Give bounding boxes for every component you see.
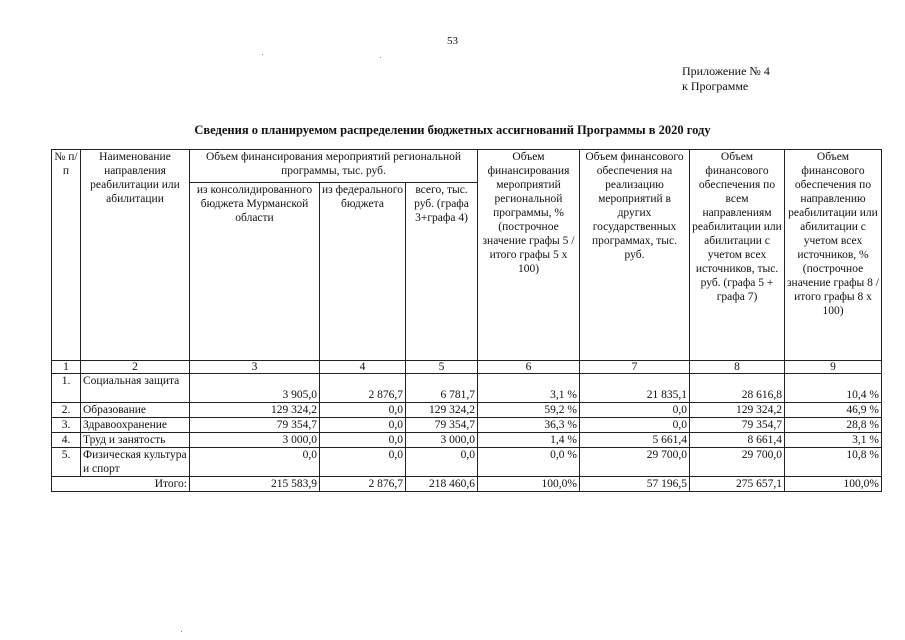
column-number: 9 — [785, 361, 882, 374]
row-value-c8: 8 661,4 — [690, 433, 785, 448]
row-number: 1. — [52, 374, 81, 403]
total-row — [52, 477, 882, 492]
row-value-c3: 0,0 — [190, 448, 320, 477]
row-value-c5: 3 000,0 — [406, 433, 478, 448]
document-title: Сведения о планируемом распределении бюджетных ассигнований Программы в 2020 году — [194, 123, 711, 137]
total-value-c6: 100,0% — [478, 477, 580, 492]
column-number: 6 — [478, 361, 580, 374]
table-row — [52, 403, 882, 418]
row-value-c3: 3 000,0 — [190, 433, 320, 448]
appendix-note — [682, 64, 770, 94]
row-value-c4: 0,0 — [320, 403, 406, 418]
column-number: 5 — [406, 361, 478, 374]
column-number-row — [52, 361, 882, 374]
row-number: 2. — [52, 403, 81, 418]
row-value-c5: 0,0 — [406, 448, 478, 477]
header-num: № п/п — [52, 150, 81, 361]
header-group: Объем финансирования мероприятий региональной программы, тыс. руб. — [190, 150, 478, 183]
row-number: 5. — [52, 448, 81, 477]
row-value-c7: 0,0 — [580, 418, 690, 433]
total-value-c7: 57 196,5 — [580, 477, 690, 492]
budget-table — [51, 149, 882, 492]
column-number: 2 — [81, 361, 190, 374]
row-value-c4: 2 876,7 — [320, 374, 406, 403]
row-name: Труд и занятость — [81, 433, 190, 448]
row-number: 4. — [52, 433, 81, 448]
row-name: Образование — [81, 403, 190, 418]
header-name: Наименование направления реабилитации или абилитации — [81, 150, 190, 361]
row-value-c5: 129 324,2 — [406, 403, 478, 418]
column-number: 1 — [52, 361, 81, 374]
scan-speck — [181, 631, 182, 632]
row-value-c6: 0,0 % — [478, 448, 580, 477]
row-value-c6: 59,2 % — [478, 403, 580, 418]
header-col6: Объем финансирования мероприятий региональной программы, % (построчное значение графы 5 / итого графы 5 x 100) — [478, 150, 580, 361]
header-col5: всего, тыс. руб. (графа 3+графа 4) — [406, 183, 478, 361]
row-value-c7: 5 661,4 — [580, 433, 690, 448]
row-value-c9: 28,8 % — [785, 418, 882, 433]
table-row — [52, 433, 882, 448]
header-col9: Объем финансового обеспечения по направлению реабилитации или абилитации с учетом всех источников, % (построчное значение графы 8 / итого графы 8 x 100) — [785, 150, 882, 361]
row-value-c4: 0,0 — [320, 418, 406, 433]
row-value-c9: 10,4 % — [785, 374, 882, 403]
appendix-line-2: к Программе — [682, 79, 749, 93]
row-value-c5: 6 781,7 — [406, 374, 478, 403]
row-value-c4: 0,0 — [320, 448, 406, 477]
table-row — [52, 418, 882, 433]
total-value-c9: 100,0% — [785, 477, 882, 492]
header-col4: из федерального бюджета — [320, 183, 406, 361]
row-value-c3: 3 905,0 — [190, 374, 320, 403]
row-value-c8: 79 354,7 — [690, 418, 785, 433]
total-value-c4: 2 876,7 — [320, 477, 406, 492]
scan-speck — [262, 54, 263, 55]
column-number: 8 — [690, 361, 785, 374]
header-col8: Объем финансового обеспечения по всем направлениям реабилитации или абилитации с учетом всех источников, тыс. руб. (графа 5 + графа 7) — [690, 150, 785, 361]
total-label: Итого: — [52, 477, 190, 492]
table-row — [52, 374, 882, 403]
header-col3: из консолидированного бюджета Мурманской области — [190, 183, 320, 361]
page-number: 53 — [447, 35, 458, 47]
column-number: 4 — [320, 361, 406, 374]
row-value-c6: 36,3 % — [478, 418, 580, 433]
row-value-c9: 46,9 % — [785, 403, 882, 418]
scan-speck — [380, 57, 381, 58]
row-value-c7: 21 835,1 — [580, 374, 690, 403]
row-number: 3. — [52, 418, 81, 433]
row-value-c4: 0,0 — [320, 433, 406, 448]
row-value-c8: 28 616,8 — [690, 374, 785, 403]
row-value-c3: 129 324,2 — [190, 403, 320, 418]
row-value-c8: 29 700,0 — [690, 448, 785, 477]
total-value-c8: 275 657,1 — [690, 477, 785, 492]
row-value-c6: 1,4 % — [478, 433, 580, 448]
row-name: Физическая культура и спорт — [81, 448, 190, 477]
row-value-c6: 3,1 % — [478, 374, 580, 403]
column-number: 3 — [190, 361, 320, 374]
row-value-c7: 0,0 — [580, 403, 690, 418]
row-name: Социальная защита — [81, 374, 190, 403]
row-value-c7: 29 700,0 — [580, 448, 690, 477]
row-value-c9: 3,1 % — [785, 433, 882, 448]
total-value-c3: 215 583,9 — [190, 477, 320, 492]
appendix-line-1: Приложение № 4 — [682, 64, 770, 78]
table-row — [52, 448, 882, 477]
total-value-c5: 218 460,6 — [406, 477, 478, 492]
row-value-c9: 10,8 % — [785, 448, 882, 477]
header-col7: Объем финансового обеспечения на реализацию мероприятий в других государственных программах, тыс. руб. — [580, 150, 690, 361]
row-value-c3: 79 354,7 — [190, 418, 320, 433]
row-name: Здравоохранение — [81, 418, 190, 433]
column-number: 7 — [580, 361, 690, 374]
row-value-c5: 79 354,7 — [406, 418, 478, 433]
row-value-c8: 129 324,2 — [690, 403, 785, 418]
header-row-1 — [52, 150, 882, 183]
